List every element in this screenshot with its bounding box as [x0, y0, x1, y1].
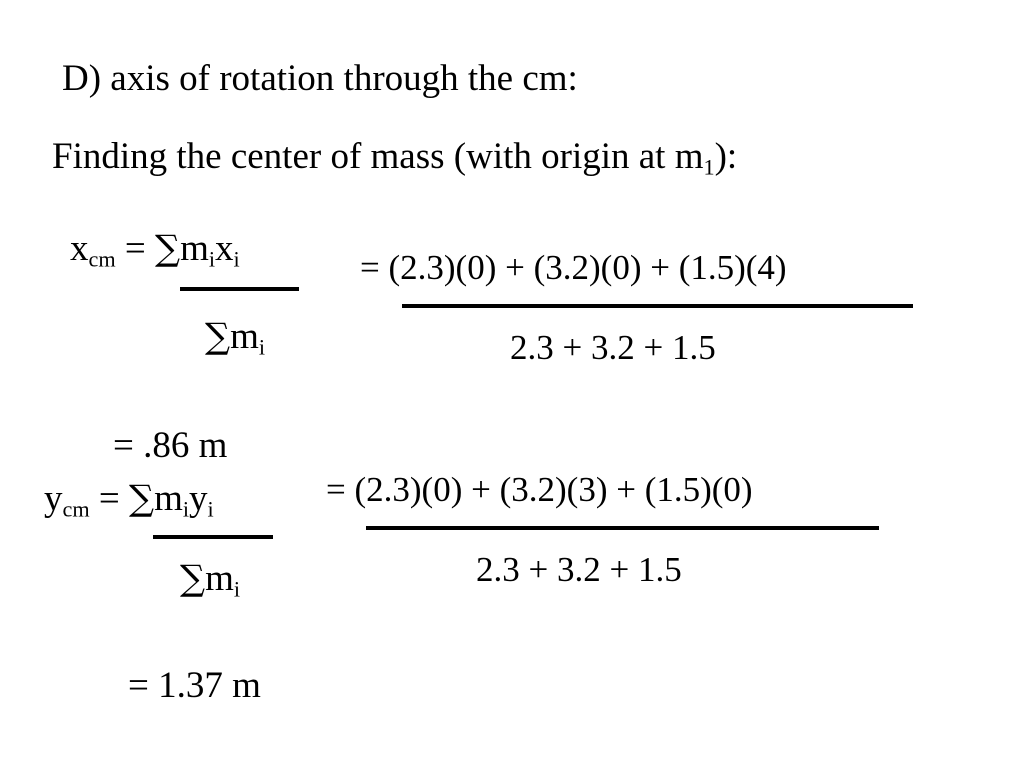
- x-cm-rhs-denominator: 2.3 + 3.2 + 1.5: [510, 328, 716, 367]
- sigma-symbol: ∑: [205, 316, 231, 357]
- x-cm-var: x: [70, 228, 89, 269]
- y-cm-rhs-numerator: = (2.3)(0) + (3.2)(3) + (1.5)(0): [326, 470, 753, 509]
- y-cm-den-m-sub: i: [233, 576, 241, 602]
- y-cm-rhs-denominator: 2.3 + 3.2 + 1.5: [476, 550, 682, 589]
- y-cm-subscript: cm: [62, 496, 90, 522]
- x-cm-rhs-numerator: = (2.3)(0) + (3.2)(0) + (1.5)(4): [360, 248, 787, 287]
- x-cm-num-v-sub: i: [233, 246, 240, 272]
- sigma-symbol: ∑: [180, 558, 206, 599]
- y-cm-num-v: y: [189, 478, 208, 519]
- y-cm-fraction-bar: [153, 535, 273, 539]
- subheading-tail: ):: [714, 136, 738, 177]
- y-cm-var: y: [44, 478, 63, 519]
- x-cm-denominator: [205, 316, 266, 360]
- y-cm-denominator: [180, 558, 241, 602]
- y-cm-equals: =: [98, 478, 120, 519]
- x-cm-den-m: m: [230, 316, 259, 357]
- x-cm-num-v: x: [215, 228, 234, 269]
- y-cm-rhs-fraction-bar: [366, 526, 879, 530]
- y-cm-den-m: m: [205, 558, 234, 599]
- y-cm-num-v-sub: i: [207, 496, 214, 522]
- subheading-text: Finding the center of mass (with origin at m: [52, 136, 704, 177]
- x-cm-fraction-bar: [180, 287, 299, 291]
- y-cm-sigma-underlined: [129, 478, 154, 519]
- y-cm-result: = 1.37 m: [128, 665, 261, 706]
- y-cm-num-m-sub: i: [182, 496, 190, 522]
- x-cm-den-m-sub: i: [258, 334, 266, 360]
- subheading-subscript: 1: [703, 154, 715, 180]
- y-cm-lhs: [44, 478, 214, 522]
- x-cm-rhs-fraction-bar: [402, 304, 913, 308]
- x-cm-result: = .86 m: [113, 425, 228, 466]
- sigma-symbol: ∑: [154, 228, 181, 269]
- x-cm-equals: =: [124, 228, 146, 269]
- slide-heading: D) axis of rotation through the cm:: [62, 58, 578, 99]
- x-cm-lhs: [70, 228, 240, 272]
- x-cm-sigma-underlined: [155, 228, 180, 269]
- slide-subheading: [52, 136, 738, 180]
- y-cm-num-m: m: [154, 478, 183, 519]
- x-cm-num-m-sub: i: [208, 246, 216, 272]
- x-cm-num-m: m: [180, 228, 209, 269]
- sigma-symbol: ∑: [128, 478, 155, 519]
- x-cm-subscript: cm: [88, 246, 116, 272]
